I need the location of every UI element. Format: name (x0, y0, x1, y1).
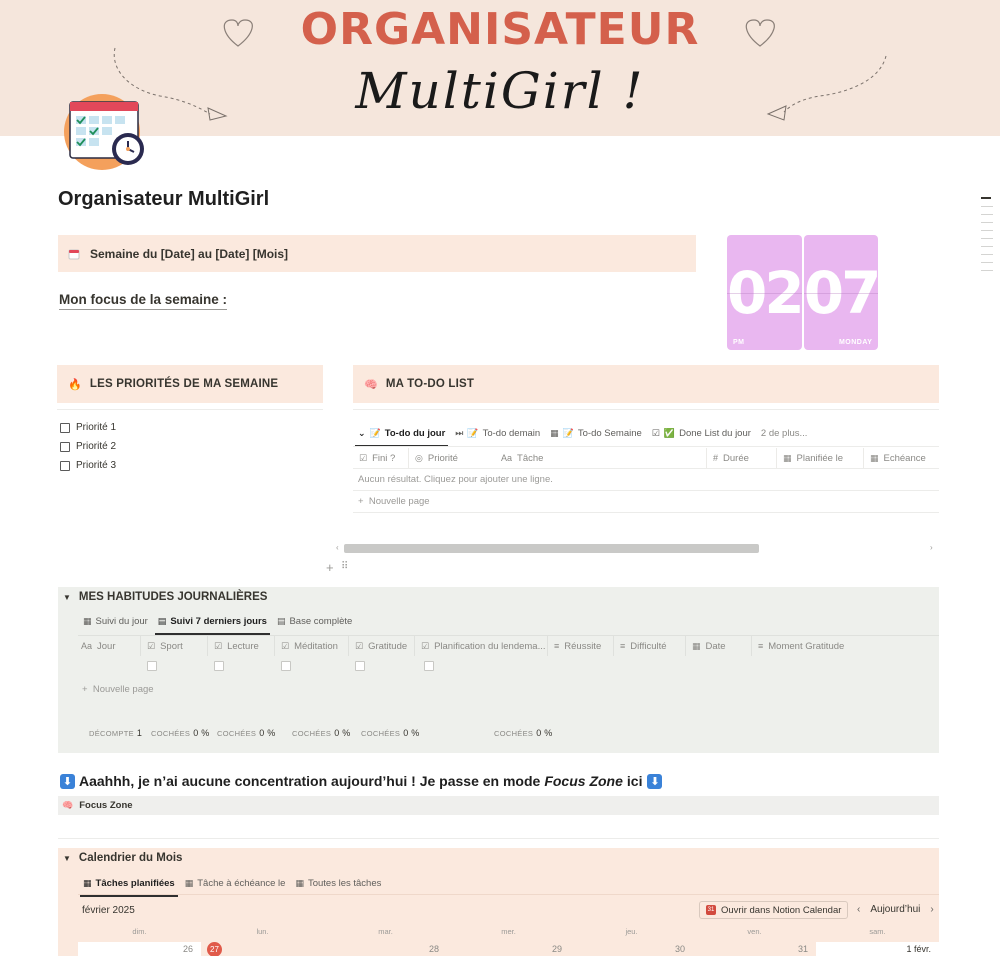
calendar-icon (68, 248, 80, 260)
tab-todo-demain[interactable]: ⏭ 📝 To-do demain (455, 427, 541, 439)
new-page-button[interactable]: + Nouvelle page (358, 496, 430, 507)
count-cell[interactable]: COCHÉES 0 % (292, 728, 351, 738)
chevron-left-icon[interactable]: ‹ (857, 904, 861, 915)
outline-marker[interactable] (981, 230, 993, 231)
check-mark-icon: ✅ (663, 427, 676, 438)
calendar-view-tabs (78, 872, 386, 894)
planification-checkbox[interactable] (424, 661, 434, 671)
divider (353, 512, 939, 513)
column-header[interactable]: ☑ Gratitude (349, 636, 415, 656)
outline-marker[interactable] (981, 197, 991, 199)
habits-view-tabs (78, 610, 357, 632)
calendar-icon: ▦ (783, 452, 792, 463)
priorities-header (57, 365, 323, 403)
outline-marker[interactable] (981, 246, 993, 247)
checkbox[interactable] (60, 461, 70, 471)
lecture-checkbox[interactable] (214, 661, 224, 671)
calendar-day-cell-today[interactable]: 27 (201, 942, 324, 956)
calendar-icon: ▦ (83, 615, 92, 626)
outline-marker[interactable] (981, 214, 993, 215)
divider (353, 490, 939, 491)
tab-tache-echeance[interactable]: ▦ Tâche à échéance le (184, 877, 286, 889)
checkbox-icon: ☑ (214, 640, 223, 651)
open-notion-calendar-button[interactable]: 31 Ouvrir dans Notion Calendar (699, 901, 848, 919)
brain-icon: 🧠 (364, 378, 378, 391)
checkbox-icon: ☑ (147, 640, 156, 651)
column-header[interactable]: ≡ Moment Gratitude (758, 640, 845, 652)
calendar-day-cell[interactable]: 30 (674, 944, 685, 954)
column-header[interactable]: ☑ Méditation (275, 636, 349, 656)
column-header[interactable]: ≡ Réussite (548, 636, 614, 656)
list-icon: ≡ (620, 641, 626, 651)
todo-header-text: MA TO-DO LIST (385, 378, 475, 390)
tab-taches-planifiees[interactable]: ▦ Tâches planifiées (78, 872, 180, 894)
todo-header (353, 365, 939, 403)
clock-day: MONDAY (838, 339, 873, 346)
column-header[interactable]: ▦ Planifiée le (777, 448, 864, 468)
count-cell[interactable]: COCHÉES 0 % (361, 728, 420, 738)
memo-icon: 📝 (467, 427, 479, 438)
list-item[interactable]: Priorité 3 (60, 456, 116, 475)
outline-marker[interactable] (981, 238, 993, 239)
clock-hours (727, 235, 802, 350)
count-cell[interactable]: COCHÉES 0 % (217, 728, 276, 738)
meditation-checkbox[interactable] (281, 661, 291, 671)
list-icon: ≡ (758, 641, 764, 651)
calendar-day-cell[interactable]: 26 (78, 942, 201, 956)
focus-zone-heading: ⬇ Aaahhh, je n’ai aucune concentration aujourd’hui ! Je passe en mode Focus Zone ici ⬇ (58, 773, 666, 789)
count-cell[interactable]: DÉCOMPTE 1 (89, 728, 143, 738)
outline-marker[interactable] (981, 222, 993, 223)
outline-marker[interactable] (981, 254, 993, 255)
clock-hours-value: 02 (727, 258, 802, 327)
calendar-grid-icon: ▦ (550, 427, 559, 438)
calendar-toggle-section (58, 848, 939, 956)
column-header[interactable]: ◎ Priorité (415, 452, 458, 464)
memo-icon: 📝 (369, 427, 381, 438)
column-header[interactable]: ☑ Sport (141, 636, 208, 656)
column-header[interactable]: Aa Tâche (495, 448, 707, 468)
notion-calendar-icon: 31 (707, 907, 715, 913)
calendar-icon: ▦ (295, 877, 304, 888)
checkbox[interactable] (60, 423, 70, 433)
empty-table-message[interactable]: Aucun résultat. Cliquez pour ajouter une ligne. (358, 474, 553, 485)
habits-toggle[interactable]: ▼ MES HABITUDES JOURNALIÈRES (63, 591, 268, 603)
calendar-day-cell[interactable]: 31 (797, 944, 808, 954)
calendar-icon: ▦ (692, 640, 701, 651)
outline-marker[interactable] (981, 262, 993, 263)
divider (78, 894, 939, 895)
arrow-down-icon: ⬇ (60, 774, 75, 789)
divider (58, 838, 939, 839)
add-block-icon[interactable]: + (326, 560, 334, 575)
calendar-day-cell[interactable]: 29 (551, 944, 562, 954)
calendar-navigation (857, 904, 934, 915)
calendar-icon: ▦ (184, 877, 194, 888)
scrollbar-thumb[interactable] (344, 544, 759, 553)
column-header[interactable]: ☑ Lecture (208, 636, 275, 656)
page-cover-banner (0, 0, 1000, 136)
status-icon: ◎ (415, 452, 423, 463)
new-page-button[interactable]: + Nouvelle page (82, 684, 154, 695)
checkbox-icon: ☑ (651, 427, 660, 438)
column-header[interactable]: ▦ Echéance (870, 452, 926, 464)
column-header[interactable]: ≡ Difficulté (614, 636, 686, 656)
week-focus-label: Mon focus de la semaine : (59, 292, 227, 310)
horizontal-scrollbar[interactable] (344, 544, 934, 553)
arrow-down-icon: ⬇ (647, 774, 662, 789)
divider (353, 468, 939, 469)
column-header[interactable]: ▦ Date (686, 636, 752, 656)
today-button[interactable]: Aujourd’hui (870, 904, 921, 915)
habits-calculations-row (89, 728, 560, 738)
divider (353, 446, 939, 447)
double-chevron-down-icon: ⌄ (358, 427, 366, 438)
table-icon: ▤ (276, 615, 286, 626)
page-outline-minimap[interactable] (981, 197, 993, 278)
fast-forward-icon: ⏭ (455, 427, 464, 438)
calendar-icon: ▦ (83, 877, 92, 888)
clock-period: PM (733, 339, 745, 346)
text-icon: Aa (501, 453, 513, 463)
brain-icon: 🧠 (62, 800, 74, 810)
tab-toutes-taches[interactable]: ▦ Toutes les tâches (295, 877, 382, 889)
banner-script-title: MultiGirl ! (355, 62, 645, 120)
number-icon: # (713, 453, 719, 463)
more-views-button[interactable]: 2 de plus... (760, 427, 808, 439)
triangle-down-icon[interactable]: ▼ (63, 853, 71, 863)
weekday-header: dim. lun. mar. mer. jeu. ven. sam. (132, 927, 886, 936)
outline-marker[interactable] (981, 270, 993, 271)
drag-handle-icon[interactable]: ⠿ (341, 561, 349, 572)
triangle-down-icon[interactable]: ▼ (63, 592, 71, 602)
sport-checkbox[interactable] (147, 661, 157, 671)
checkbox-icon: ☑ (355, 640, 364, 651)
list-icon: ≡ (554, 641, 560, 651)
list-item[interactable]: Priorité 1 (60, 418, 116, 437)
column-header[interactable]: ☑ Fini ? (353, 448, 409, 468)
checkbox[interactable] (60, 442, 70, 452)
divider (57, 409, 323, 410)
todo-view-tabs (353, 422, 812, 444)
fire-icon: 🔥 (68, 378, 82, 391)
calendar-clock-icon[interactable] (62, 92, 148, 170)
priorities-header-text: LES PRIORITÉS DE MA SEMAINE (89, 378, 279, 390)
week-callout (58, 235, 696, 272)
count-cell[interactable]: COCHÉES 0 % (151, 728, 210, 738)
outline-marker[interactable] (981, 206, 993, 207)
chevron-right-icon[interactable]: › (930, 904, 934, 915)
gratitude-checkbox[interactable] (355, 661, 365, 671)
checkbox-icon: ☑ (421, 640, 430, 651)
clock-minutes-value: 07 (803, 258, 879, 327)
banner-title: ORGANISATEUR (300, 4, 700, 55)
tab-base-complete[interactable]: ▤ Base complète (276, 615, 353, 627)
column-header[interactable]: # Durée (707, 448, 777, 468)
calendar-icon: ▦ (870, 452, 879, 463)
tab-todo-semaine[interactable]: ▦ 📝 To-do Semaine (550, 427, 642, 439)
tab-done-list[interactable]: ☑ ✅ Done List du jour (651, 427, 751, 439)
checkbox-icon: ☑ (281, 640, 290, 651)
focus-zone-link[interactable]: 🧠 Focus Zone (58, 796, 939, 815)
column-header[interactable]: Aa Jour (75, 636, 141, 656)
week-callout-text: Semaine du [Date] au [Date] [Mois] (90, 246, 289, 261)
habits-table-header (75, 636, 872, 656)
table-icon: ▤ (157, 615, 167, 626)
calendar-day-cell[interactable]: 1 févr. (816, 942, 939, 956)
tab-suivi-7-jours[interactable]: ▤ Suivi 7 derniers jours (153, 610, 272, 632)
habits-toggle-section (58, 587, 939, 753)
count-cell[interactable]: COCHÉES 0 % (494, 728, 553, 738)
page-title: Organisateur MultiGirl (58, 188, 270, 210)
calendar-week-row (78, 942, 939, 956)
flip-clock-widget (727, 235, 879, 350)
priorities-list (60, 418, 116, 475)
tab-todo-du-jour[interactable]: ⌄ 📝 To-do du jour (353, 422, 450, 444)
clock-minutes (804, 235, 879, 350)
calendar-day-cell[interactable]: 28 (428, 944, 439, 954)
column-header[interactable]: ☑ Planification du lendema... (415, 636, 548, 656)
list-item[interactable]: Priorité 2 (60, 437, 116, 456)
scroll-left-icon[interactable]: ‹ (336, 543, 339, 552)
memo-icon: 📝 (562, 427, 574, 438)
calendar-month: février 2025 (82, 905, 135, 916)
scroll-right-icon[interactable]: › (930, 543, 933, 552)
todo-table-header (353, 448, 939, 468)
divider (353, 409, 939, 410)
calendar-toggle[interactable]: ▼ Calendrier du Mois (63, 852, 183, 864)
checkbox-icon: ☑ (359, 452, 368, 463)
tab-suivi-du-jour[interactable]: ▦ Suivi du jour (83, 615, 148, 627)
